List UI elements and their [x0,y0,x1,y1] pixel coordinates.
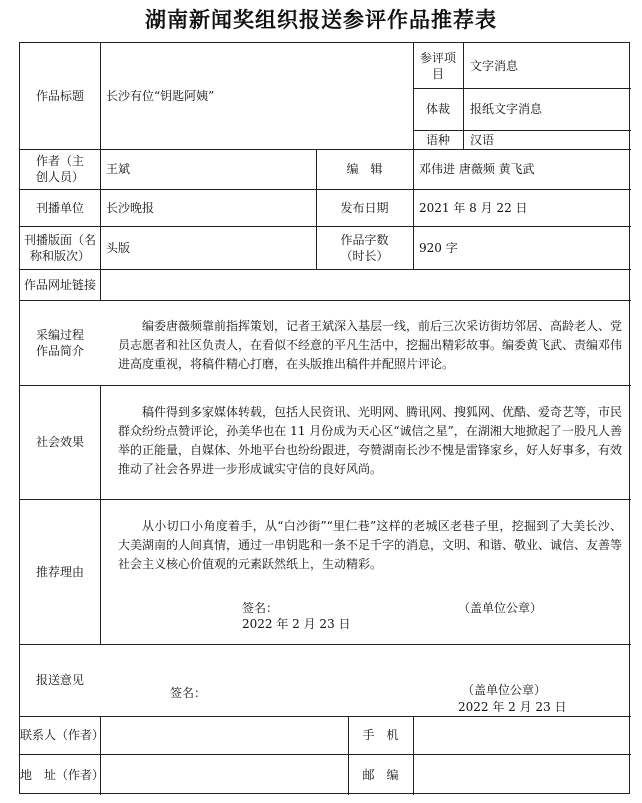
label-effect: 社会效果 [35,435,84,449]
value-work-title: 长沙有位“钥匙阿姨” [106,89,215,103]
value-page: 头版 [106,240,131,255]
label-publish-date: 发布日期 [340,200,389,215]
rule [20,499,631,500]
rule [20,385,631,386]
value-effect: 稿件得到多家媒体转载，包括人民资讯、光明网、腾讯网、搜狐网、优酷、爱奇艺等，市民群众纷纷点赞评论，孙美华也在 11 月份成为天心区“诚信之星”，在湖湘大地掀起了一股凡人善举的正能量，自媒体、外地平台也纷纷跟进，夸赞湖南长沙不愧是雷锋家乡，好人好事多，有效推动了社会各界进一步形成诚实守信的良好风尚。 [118,405,623,476]
label-phone: 手 机 [362,728,399,742]
label-address: 地 址（作者） [20,767,105,782]
label-genre: 体裁 [425,102,450,116]
value-address [106,754,344,795]
label-word-count: 作品字数（时长） [340,232,389,263]
value-reason: 从小切口小角度着手，从“白沙街”“里仁巷”这样的老城区老巷子里，挖掘到了大美长沙、大美湖南的人间真情，通过一串钥匙和一条不足千字的消息，文明、和谐、敬业、诚信、友善等社会主义核心价值观的元素跃然纸上，生动精彩。 [118,519,623,571]
value-language: 汉语 [470,132,495,147]
value-phone [419,716,627,754]
rule [100,43,101,300]
reason-date: 2022 年 2 月 23 日 [242,617,351,631]
reason-seal: （盖单位公章） [458,601,543,615]
label-language: 语种 [425,132,450,147]
label-contact: 联系人（作者） [20,728,105,742]
label-work-title: 作品标题 [35,89,84,103]
value-author: 王斌 [106,162,131,176]
reason-signature: 签名： [242,601,279,615]
label-author: 作者（主创人员） [35,154,84,184]
value-contact [106,716,344,754]
value-process: 编委唐薇频靠前指挥策划，记者王斌深入基层一线，前后三次采访街坊邻居、高龄老人、党员志愿者和社区负责人，在看似不经意的平凡生活中，挖掘出精彩故事。编委黄飞武、责编邓伟进高度重视，将稿件精心打磨，在头版推出稿件并配照片评论。 [118,319,623,371]
label-editor: 编 辑 [346,162,383,176]
value-link [106,269,626,300]
rule [463,43,464,149]
rule [20,300,631,301]
value-publisher: 长沙晚报 [106,200,155,215]
opinion-signature: 签名： [170,686,207,700]
label-reason: 推荐理由 [35,564,84,579]
label-link: 作品网址链接 [23,277,96,292]
value-word-count: 920 字 [419,240,458,255]
opinion-seal: （盖单位公章） [462,683,547,697]
rule [100,385,101,644]
page-title: 湖南新闻奖组织报送参评作品推荐表 [145,7,497,32]
label-page: 刊播版面（名称和版次） [24,232,97,263]
label-publisher: 刊播单位 [35,200,84,215]
value-publish-date: 2021 年 8 月 22 日 [419,200,528,215]
label-opinion: 报送意见 [35,673,84,687]
label-process: 采编过程作品简介 [35,327,84,358]
value-genre: 报纸文字消息 [470,102,543,116]
rule [20,644,631,645]
opinion-date: 2022 年 2 月 23 日 [458,700,567,714]
value-postcode [419,754,627,795]
value-category: 文字消息 [470,58,519,73]
label-postcode: 邮 编 [362,767,399,782]
form-table [19,42,630,794]
rule [413,716,414,795]
label-category: 参评项目 [419,50,456,81]
value-editor: 邓伟进 唐薇频 黄飞武 [419,162,535,176]
